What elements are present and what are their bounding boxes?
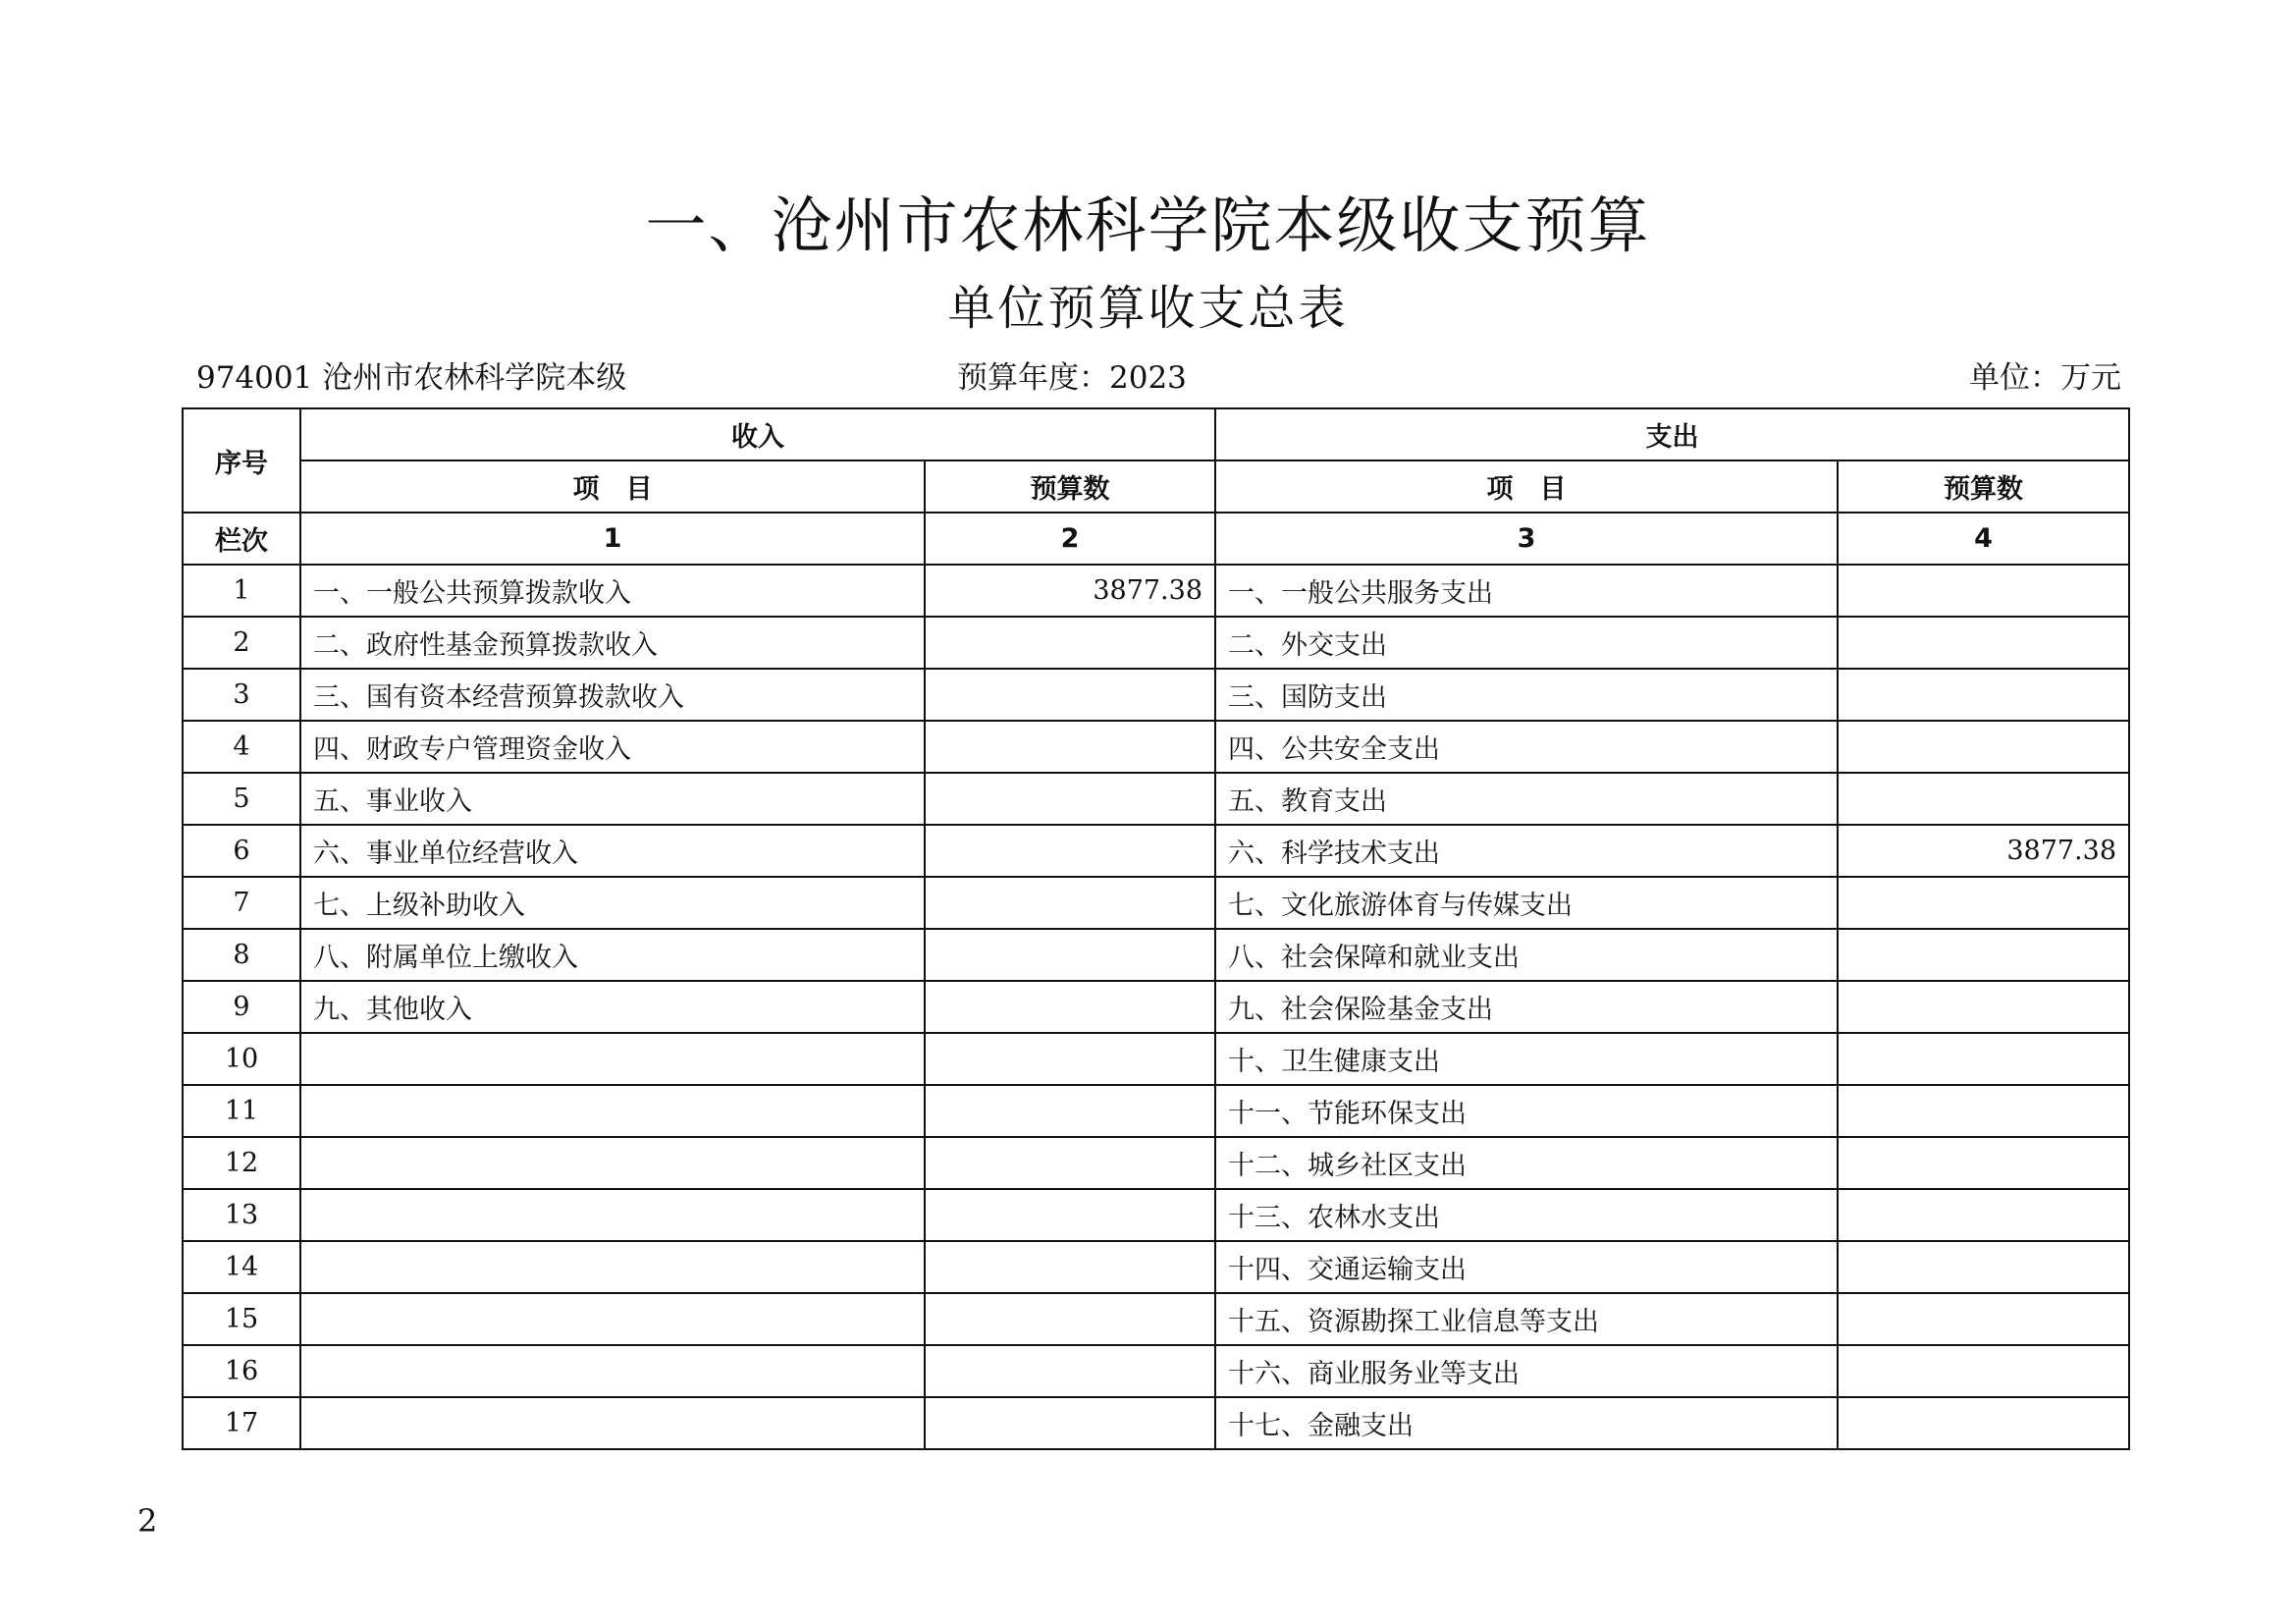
row-number: 11 [183, 1085, 300, 1137]
expense-amount-cell [1838, 773, 2129, 825]
table-row [183, 565, 2129, 617]
income-amount-cell [925, 617, 1215, 669]
income-amount-cell [925, 773, 1215, 825]
expense-item-cell: 七、文化旅游体育与传媒支出 [1215, 877, 1838, 929]
expense-amount-cell [1838, 1345, 2129, 1397]
column-index: 1 [300, 513, 925, 565]
income-item-cell: 一、一般公共预算拨款收入 [300, 565, 925, 617]
row-number: 9 [183, 981, 300, 1033]
expense-amount-cell [1838, 565, 2129, 617]
expense-item-cell: 十七、金融支出 [1215, 1397, 1838, 1449]
income-amount-cell [925, 1085, 1215, 1137]
income-item-cell: 五、事业收入 [300, 773, 925, 825]
table-row [183, 929, 2129, 981]
expense-amount-cell [1838, 981, 2129, 1033]
income-item-cell: 九、其他收入 [300, 981, 925, 1033]
expense-item-cell: 三、国防支出 [1215, 669, 1838, 721]
row-number: 16 [183, 1345, 300, 1397]
income-item-cell: 二、政府性基金预算拨款收入 [300, 617, 925, 669]
table-row [183, 1189, 2129, 1241]
seq-header: 序号 [183, 408, 300, 513]
expense-item-cell: 九、社会保险基金支出 [1215, 981, 1838, 1033]
row-number: 7 [183, 877, 300, 929]
column-index: 3 [1215, 513, 1838, 565]
income-item-cell [300, 1033, 925, 1085]
expense-amount-cell [1838, 1293, 2129, 1345]
income-item-cell [300, 1397, 925, 1449]
expense-item-cell: 一、一般公共服务支出 [1215, 565, 1838, 617]
budget-summary-table [182, 407, 2130, 1450]
income-item-header: 项 目 [300, 460, 925, 513]
expense-amount-cell [1838, 669, 2129, 721]
expense-item-cell: 十五、资源勘探工业信息等支出 [1215, 1293, 1838, 1345]
expense-item-cell: 十一、节能环保支出 [1215, 1085, 1838, 1137]
row-number: 1 [183, 565, 300, 617]
row-number: 12 [183, 1137, 300, 1189]
row-number: 2 [183, 617, 300, 669]
income-amount-header: 预算数 [925, 460, 1215, 513]
expense-item-cell: 五、教育支出 [1215, 773, 1838, 825]
income-amount-cell [925, 1241, 1215, 1293]
expense-item-cell: 十六、商业服务业等支出 [1215, 1345, 1838, 1397]
column-index: 4 [1838, 513, 2129, 565]
income-item-cell: 三、国有资本经营预算拨款收入 [300, 669, 925, 721]
income-amount-cell [925, 669, 1215, 721]
table-row [183, 1241, 2129, 1293]
table-subheader-row [183, 460, 2129, 513]
income-item-cell [300, 1293, 925, 1345]
table-row [183, 669, 2129, 721]
table-row [183, 877, 2129, 929]
row-number: 6 [183, 825, 300, 877]
column-index: 2 [925, 513, 1215, 565]
income-item-cell [300, 1085, 925, 1137]
row-number: 5 [183, 773, 300, 825]
income-item-cell: 六、事业单位经营收入 [300, 825, 925, 877]
expense-amount-cell [1838, 929, 2129, 981]
income-item-cell [300, 1241, 925, 1293]
row-number: 17 [183, 1397, 300, 1449]
income-amount-cell [925, 1345, 1215, 1397]
row-number: 8 [183, 929, 300, 981]
expense-item-header: 项 目 [1215, 460, 1838, 513]
expense-amount-cell [1838, 1085, 2129, 1137]
row-number: 15 [183, 1293, 300, 1345]
column-label: 栏次 [183, 513, 300, 565]
income-item-cell [300, 1137, 925, 1189]
expense-amount-cell [1838, 1033, 2129, 1085]
expense-amount-cell: 3877.38 [1838, 825, 2129, 877]
table-row [183, 617, 2129, 669]
income-amount-cell [925, 929, 1215, 981]
expense-header: 支出 [1215, 408, 2129, 460]
income-amount-cell [925, 1137, 1215, 1189]
expense-item-cell: 六、科学技术支出 [1215, 825, 1838, 877]
table-row [183, 1397, 2129, 1449]
currency-unit: 单位：万元 [1969, 360, 2121, 396]
table-row [183, 773, 2129, 825]
page-title: 一、沧州市农林科学院本级收支预算 [645, 189, 1651, 261]
row-number: 13 [183, 1189, 300, 1241]
expense-item-cell: 二、外交支出 [1215, 617, 1838, 669]
income-amount-cell [925, 877, 1215, 929]
page-number: 2 [137, 1502, 158, 1540]
expense-item-cell: 十三、农林水支出 [1215, 1189, 1838, 1241]
table-row [183, 1033, 2129, 1085]
expense-amount-cell [1838, 1189, 2129, 1241]
budget-year: 预算年度：2023 [957, 360, 1187, 396]
income-amount-cell [925, 825, 1215, 877]
table-row [183, 981, 2129, 1033]
income-item-cell [300, 1345, 925, 1397]
column-index-row [183, 513, 2129, 565]
expense-amount-cell [1838, 877, 2129, 929]
table-subtitle: 单位预算收支总表 [947, 281, 1349, 336]
expense-amount-cell [1838, 1397, 2129, 1449]
income-header: 收入 [300, 408, 1215, 460]
expense-item-cell: 十四、交通运输支出 [1215, 1241, 1838, 1293]
expense-amount-cell [1838, 1137, 2129, 1189]
income-item-cell: 八、附属单位上缴收入 [300, 929, 925, 981]
income-item-cell: 四、财政专户管理资金收入 [300, 721, 925, 773]
row-number: 14 [183, 1241, 300, 1293]
income-amount-cell [925, 1189, 1215, 1241]
row-number: 3 [183, 669, 300, 721]
table-row [183, 1293, 2129, 1345]
table-row [183, 1085, 2129, 1137]
expense-amount-cell [1838, 1241, 2129, 1293]
income-item-cell [300, 1189, 925, 1241]
row-number: 10 [183, 1033, 300, 1085]
expense-amount-cell [1838, 721, 2129, 773]
income-amount-cell [925, 1033, 1215, 1085]
expense-amount-header: 预算数 [1838, 460, 2129, 513]
income-amount-cell [925, 981, 1215, 1033]
expense-item-cell: 十、卫生健康支出 [1215, 1033, 1838, 1085]
expense-item-cell: 十二、城乡社区支出 [1215, 1137, 1838, 1189]
income-amount-cell: 3877.38 [925, 565, 1215, 617]
unit-code-name: 974001 沧州市农林科学院本级 [196, 360, 627, 396]
income-amount-cell [925, 1397, 1215, 1449]
table-row [183, 721, 2129, 773]
table-row [183, 825, 2129, 877]
income-amount-cell [925, 721, 1215, 773]
income-amount-cell [925, 1293, 1215, 1345]
income-item-cell: 七、上级补助收入 [300, 877, 925, 929]
table-row [183, 1345, 2129, 1397]
expense-amount-cell [1838, 617, 2129, 669]
table-row [183, 1137, 2129, 1189]
expense-item-cell: 八、社会保障和就业支出 [1215, 929, 1838, 981]
table-header-row [183, 408, 2129, 460]
expense-item-cell: 四、公共安全支出 [1215, 721, 1838, 773]
row-number: 4 [183, 721, 300, 773]
